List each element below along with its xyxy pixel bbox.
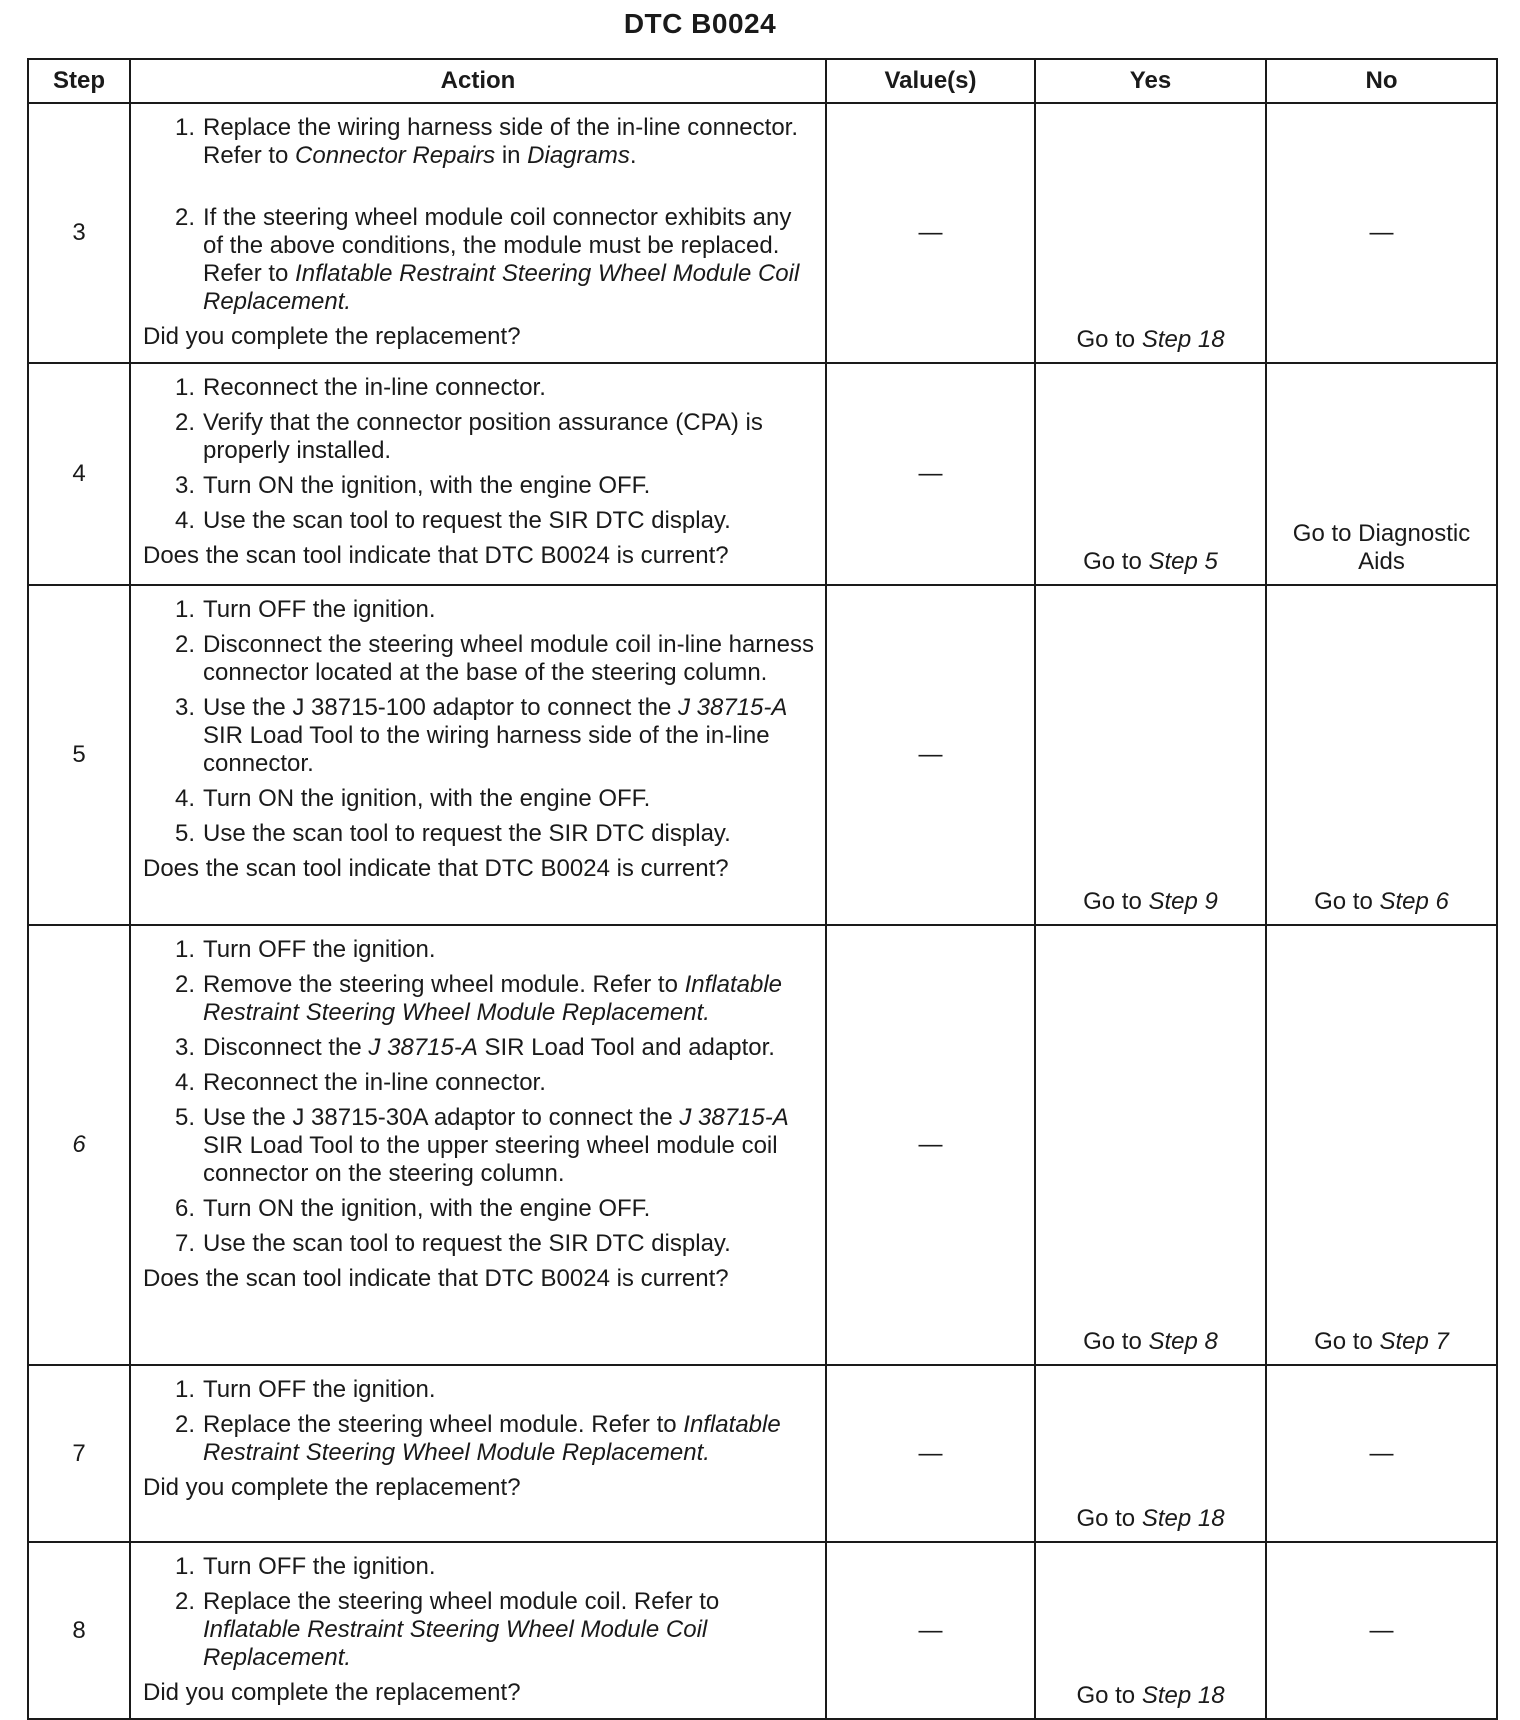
table-row xyxy=(28,363,1497,585)
table-row xyxy=(28,103,1497,363)
action-question: Did you complete the replacement? xyxy=(143,1474,521,1501)
header-action: Action xyxy=(130,59,826,103)
action-cell xyxy=(130,103,826,363)
step-number: 4 xyxy=(28,363,130,585)
table-row xyxy=(28,1542,1497,1719)
values-cell: — xyxy=(826,1542,1035,1719)
action-item: 4. Reconnect the in-line connector. xyxy=(174,1069,546,1096)
action-item: 1. Turn OFF the ignition. xyxy=(174,1376,436,1403)
header-values: Value(s) xyxy=(826,59,1035,103)
values-cell: — xyxy=(826,103,1035,363)
action-question: Does the scan tool indicate that DTC B0024 is current? xyxy=(143,542,729,569)
yes-cell: Go to Step 5 xyxy=(1035,363,1266,585)
action-question: Does the scan tool indicate that DTC B0024 is current? xyxy=(143,855,729,882)
no-cell: — xyxy=(1266,1365,1497,1542)
action-item: 5. Use the J 38715-30A adaptor to connect the J 38715-A SIR Load Tool to the upper steering wheel module coil connector on the steering column. xyxy=(174,1104,789,1187)
action-cell xyxy=(130,925,826,1365)
table-row xyxy=(28,1365,1497,1542)
action-item: 1. Reconnect the in-line connector. xyxy=(174,374,546,401)
values-cell: — xyxy=(826,363,1035,585)
action-item: 1. Replace the wiring harness side of the in-line connector. Refer to Connector Repairs in Diagrams. xyxy=(174,114,799,169)
action-item: 2. Verify that the connector position assurance (CPA) is properly installed. xyxy=(174,409,763,464)
header-no: No xyxy=(1266,59,1497,103)
action-cell xyxy=(130,363,826,585)
values-cell: — xyxy=(826,925,1035,1365)
diagnostic-table xyxy=(27,58,1498,1720)
yes-cell: Go to Step 9 xyxy=(1035,585,1266,925)
action-item: 2. Remove the steering wheel module. Refer to Inflatable Restraint Steering Wheel Module Replacement. xyxy=(174,971,782,1026)
step-number: 7 xyxy=(28,1365,130,1542)
yes-cell: Go to Step 18 xyxy=(1035,1365,1266,1542)
action-item: 7. Use the scan tool to request the SIR DTC display. xyxy=(174,1230,731,1257)
no-cell: Go to Step 7 xyxy=(1266,925,1497,1365)
header-step: Step xyxy=(28,59,130,103)
action-question: Does the scan tool indicate that DTC B0024 is current? xyxy=(143,1265,729,1292)
action-item: 2. If the steering wheel module coil connector exhibits any of the above conditions, the module must be replaced. Refer to Inflatable Restraint Steering Wheel Module Coil Replacement. xyxy=(174,204,800,315)
table-header-row xyxy=(28,59,1497,103)
no-cell: — xyxy=(1266,103,1497,363)
step-number: 5 xyxy=(28,585,130,925)
yes-cell: Go to Step 18 xyxy=(1035,103,1266,363)
yes-cell: Go to Step 8 xyxy=(1035,925,1266,1365)
action-item: 1. Turn OFF the ignition. xyxy=(174,936,436,963)
step-number: 8 xyxy=(28,1542,130,1719)
step-number: 3 xyxy=(28,103,130,363)
action-cell xyxy=(130,1365,826,1542)
table-row xyxy=(28,585,1497,925)
action-cell xyxy=(130,1542,826,1719)
values-cell: — xyxy=(826,585,1035,925)
action-item: 3. Turn ON the ignition, with the engine OFF. xyxy=(174,472,651,499)
header-yes: Yes xyxy=(1035,59,1266,103)
action-item: 2. Replace the steering wheel module coil. Refer to Inflatable Restraint Steering Wheel Module Coil Replacement. xyxy=(174,1588,720,1671)
values-cell: — xyxy=(826,1365,1035,1542)
action-item: 3. Disconnect the J 38715-A SIR Load Tool and adaptor. xyxy=(174,1034,775,1061)
yes-cell: Go to Step 18 xyxy=(1035,1542,1266,1719)
no-cell: — xyxy=(1266,1542,1497,1719)
action-question: Did you complete the replacement? xyxy=(143,1679,521,1706)
action-item: 5. Use the scan tool to request the SIR DTC display. xyxy=(174,820,731,847)
action-item: 2. Replace the steering wheel module. Refer to Inflatable Restraint Steering Wheel Module Replacement. xyxy=(174,1411,781,1466)
step-number: 6 xyxy=(28,925,130,1365)
document-title: DTC B0024 xyxy=(623,8,777,39)
no-cell: Go to Step 6 xyxy=(1266,585,1497,925)
action-item: 4. Turn ON the ignition, with the engine OFF. xyxy=(174,785,651,812)
action-item: 1. Turn OFF the ignition. xyxy=(174,1553,436,1580)
action-item: 2. Disconnect the steering wheel module coil in-line harness connector located at the base of the steering column. xyxy=(174,631,814,686)
action-item: 4. Use the scan tool to request the SIR DTC display. xyxy=(174,507,731,534)
action-item: 6. Turn ON the ignition, with the engine OFF. xyxy=(174,1195,651,1222)
table-row xyxy=(28,925,1497,1365)
action-item: 3. Use the J 38715-100 adaptor to connect the J 38715-A SIR Load Tool to the wiring harness side of the in-line connector. xyxy=(174,694,788,777)
action-item: 1. Turn OFF the ignition. xyxy=(174,596,436,623)
action-cell xyxy=(130,585,826,925)
action-question: Did you complete the replacement? xyxy=(143,323,521,350)
no-cell: Go to Diagnostic Aids xyxy=(1266,363,1497,585)
